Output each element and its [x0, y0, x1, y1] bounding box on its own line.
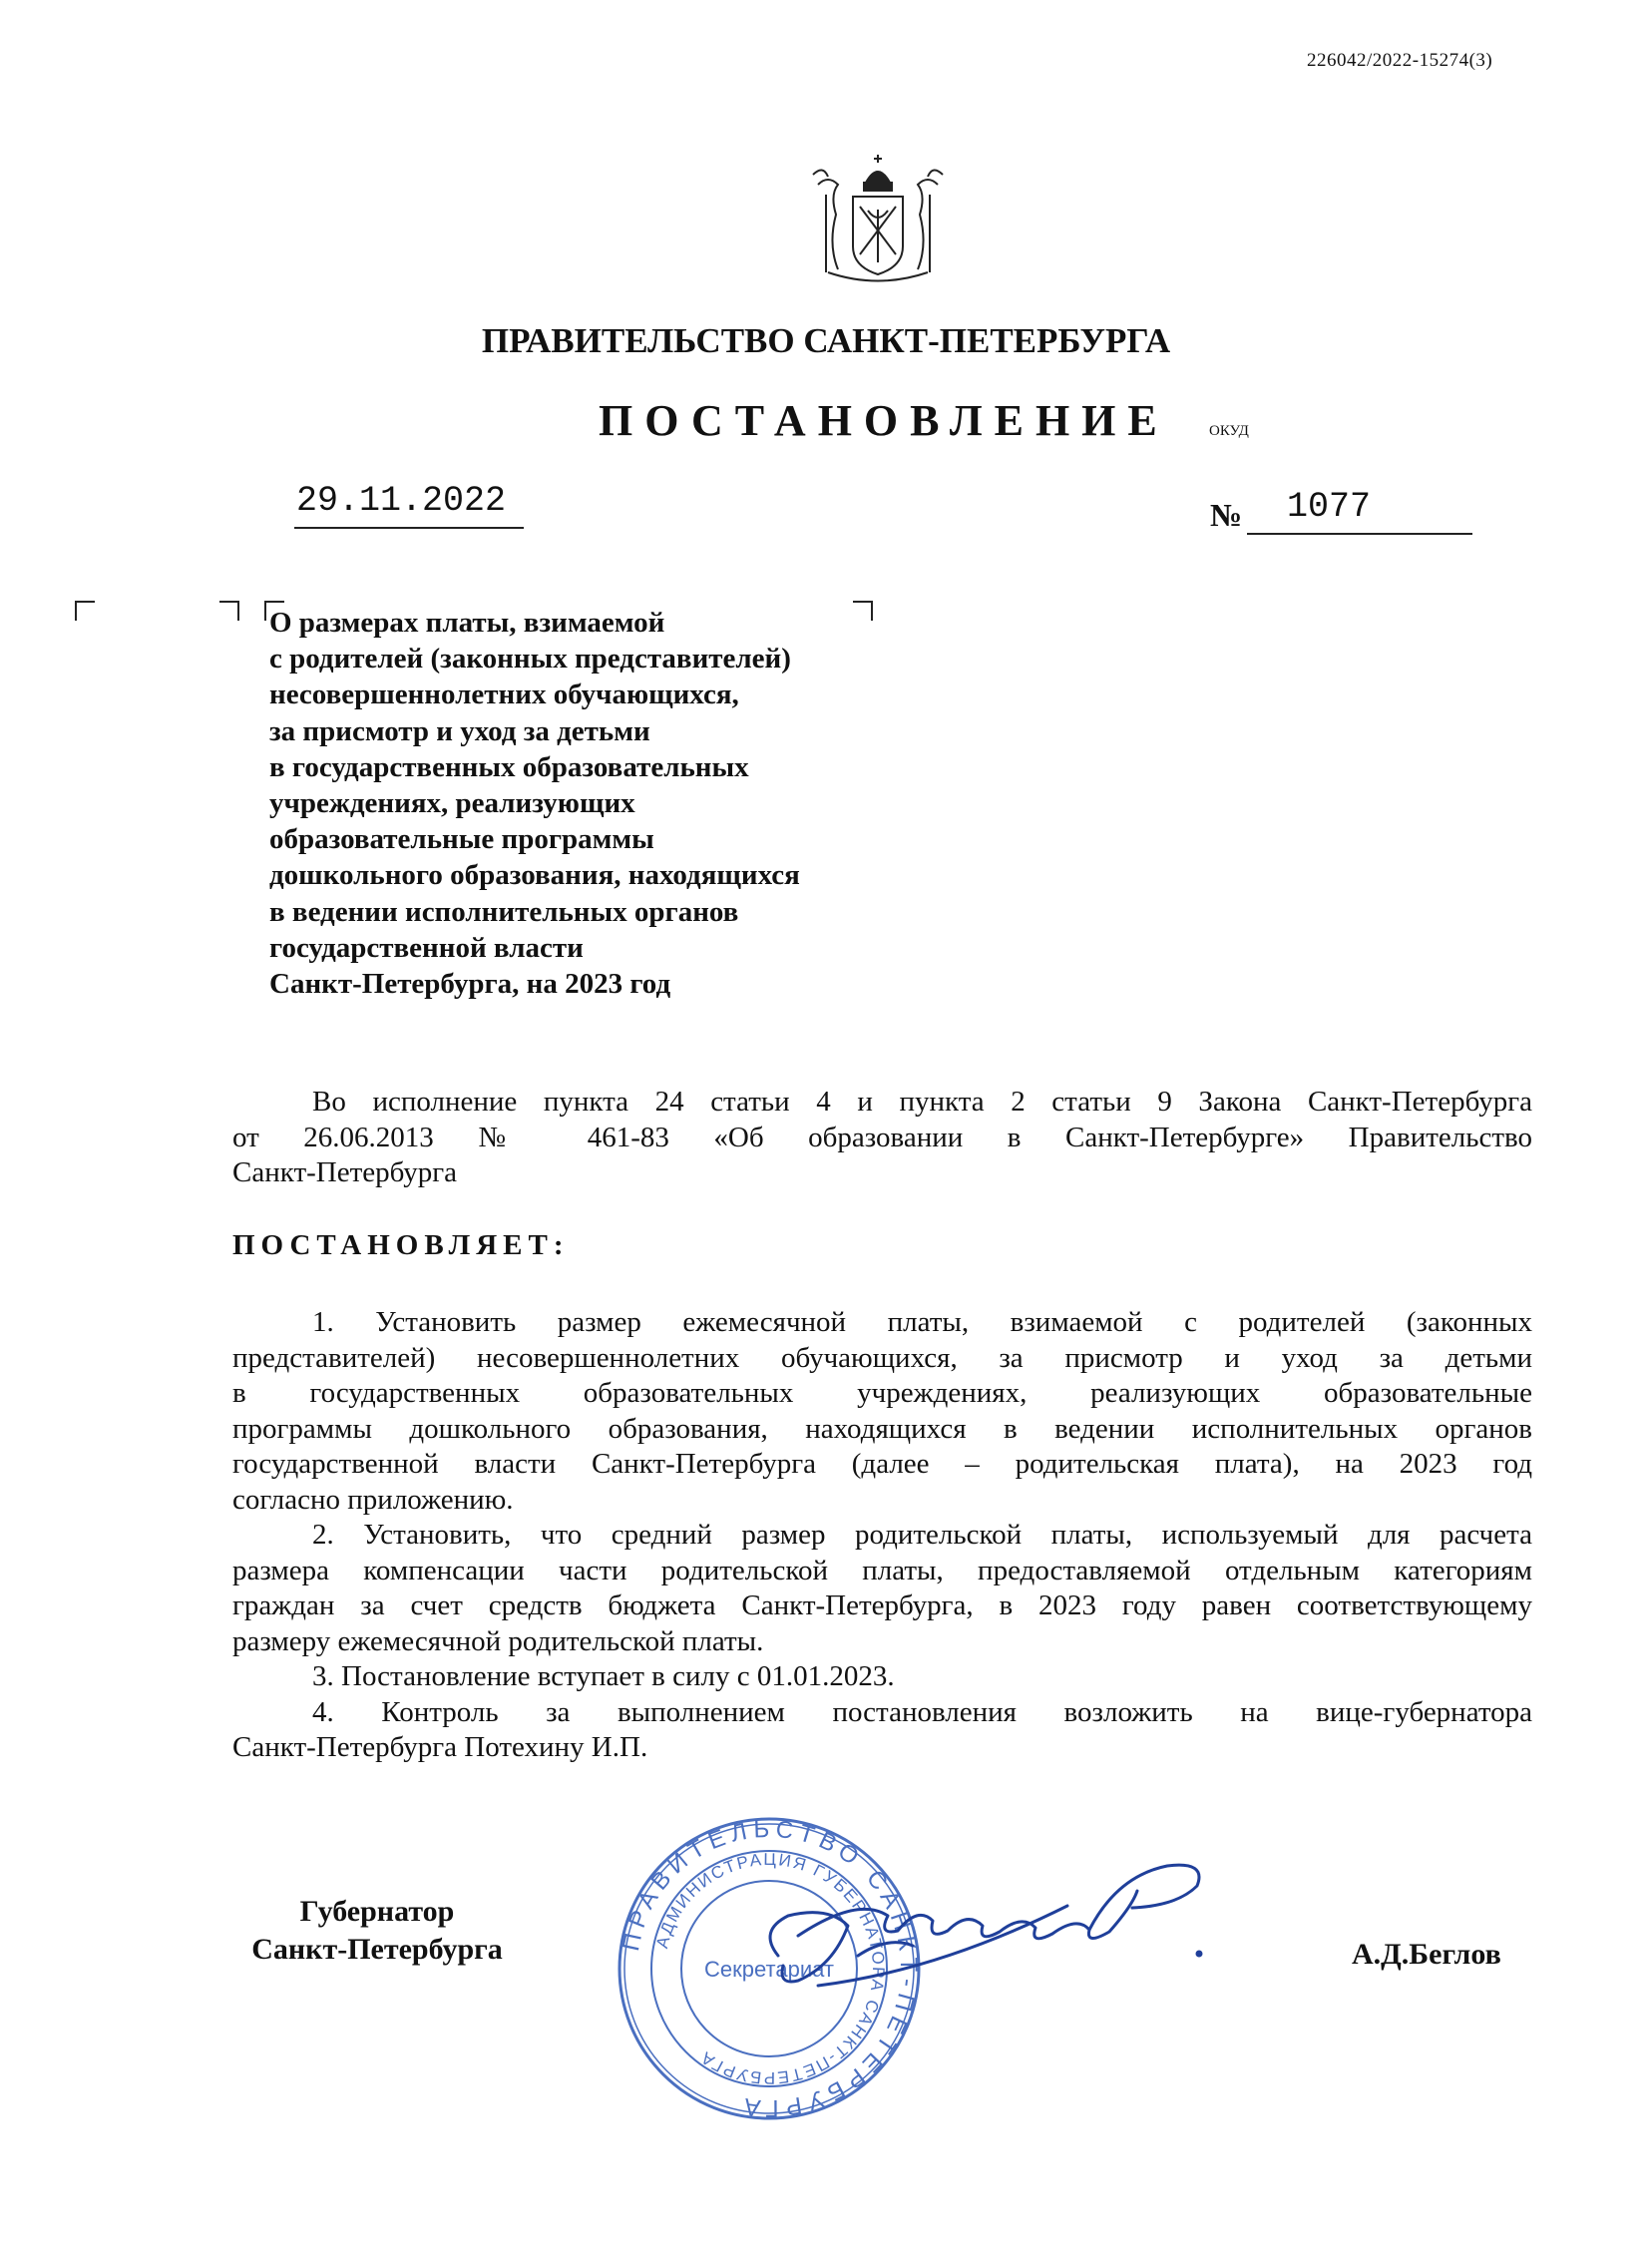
item-3	[232, 1659, 1532, 1695]
handwritten-signature	[738, 1836, 1237, 2016]
item-line: 1. Установить размер ежемесячной платы, взимаемой с родителей (законных	[312, 1306, 1532, 1338]
item-2	[232, 1518, 1532, 1659]
title-corner-mark	[853, 601, 873, 621]
item-line: государственной власти Санкт-Петербурга (далее – родительская плата), на 2023 год	[232, 1448, 1532, 1480]
title-line: в государственных образовательных	[269, 750, 749, 783]
seal-inner-text: АДМИНИСТРАЦИЯ ГУБЕРНАТОРА САНКТ-ПЕТЕРБУРГА	[652, 1849, 889, 2088]
preamble-line: Санкт-Петербурга	[232, 1156, 458, 1188]
title-line: за присмотр и уход за детьми	[269, 714, 650, 747]
item-line: Санкт-Петербурга Потехину И.П.	[232, 1731, 648, 1763]
decides-heading: ПОСТАНОВЛЯЕТ:	[232, 1229, 570, 1261]
signatory-title-line: Губернатор	[299, 1895, 455, 1928]
title-corner-mark	[75, 601, 95, 621]
item-line: представителей) несовершеннолетних обучающихся, за присмотр и уход за детьми	[232, 1341, 1532, 1374]
item-line: граждан за счет средств бюджета Санкт-Петербурга, в 2023 году равен соответствующему	[232, 1589, 1532, 1621]
item-line: размеру ежемесячной родительской платы.	[232, 1624, 764, 1657]
okud-label: ОКУД	[1209, 423, 1249, 439]
item-4	[232, 1695, 1532, 1766]
signatory-title	[232, 1893, 522, 1969]
preamble-line: Во исполнение пункта 24 статьи 4 и пункта 2 статьи 9 Закона Санкт-Петербурга	[312, 1086, 1532, 1118]
item-line: 3. Постановление вступает в силу с 01.01.2023.	[312, 1660, 895, 1692]
decree-items	[232, 1305, 1532, 1766]
number-underline	[1247, 533, 1472, 535]
signatory-title-line: Санкт-Петербурга	[251, 1933, 503, 1966]
title-line: с родителей (законных представителей)	[269, 643, 791, 676]
title-corner-mark	[219, 601, 239, 621]
number-label: №	[1210, 497, 1243, 533]
title-line: несовершеннолетних обучающихся,	[269, 679, 739, 711]
document-number: 1077	[1287, 487, 1372, 527]
item-line: согласно приложению.	[232, 1483, 514, 1516]
title-line: О размерах платы, взимаемой	[269, 607, 665, 639]
title-line: государственной власти	[269, 931, 584, 964]
item-line: размера компенсации части родительской платы, предоставляемой отдельным категориям	[232, 1554, 1532, 1586]
document-title	[269, 605, 800, 1002]
document-type: ПОСТАНОВЛЕНИЕ	[599, 396, 1169, 445]
preamble-line: от 26.06.2013 № 461-83 «Об образовании в Санкт-Петербурге» Правительство	[232, 1121, 1532, 1153]
title-line: дошкольного образования, находящихся	[269, 859, 800, 892]
signatory-name: А.Д.Беглов	[1352, 1938, 1501, 1971]
item-line: в государственных образовательных учреждениях, реализующих образовательные	[232, 1377, 1532, 1409]
government-name: ПРАВИТЕЛЬСТВО САНКТ-ПЕТЕРБУРГА	[481, 321, 1171, 360]
date-underline	[294, 527, 524, 529]
item-line: программы дошкольного образования, находящихся в ведении исполнительных органов	[232, 1412, 1532, 1445]
title-line: образовательные программы	[269, 823, 654, 856]
seal-center-text: Секретариат	[704, 1957, 834, 1982]
seal-outer-text: ПРАВИТЕЛЬСТВО САНКТ-ПЕТЕРБУРГА	[618, 1816, 922, 2121]
preamble	[232, 1085, 1532, 1191]
document-date: 29.11.2022	[296, 481, 507, 521]
title-line: в ведении исполнительных органов	[269, 895, 739, 928]
title-line: Санкт-Петербурга, на 2023 год	[269, 968, 671, 1001]
registration-number: 226042/2022-15274(3)	[1307, 50, 1493, 71]
item-line: 2. Установить, что средний размер родительской платы, используемый для расчета	[312, 1519, 1532, 1551]
item-line: 4. Контроль за выполнением постановления возложить на вице-губернатора	[312, 1695, 1532, 1728]
title-line: учреждениях, реализующих	[269, 787, 635, 820]
coat-of-arms-emblem	[798, 155, 958, 289]
item-1	[232, 1305, 1532, 1518]
